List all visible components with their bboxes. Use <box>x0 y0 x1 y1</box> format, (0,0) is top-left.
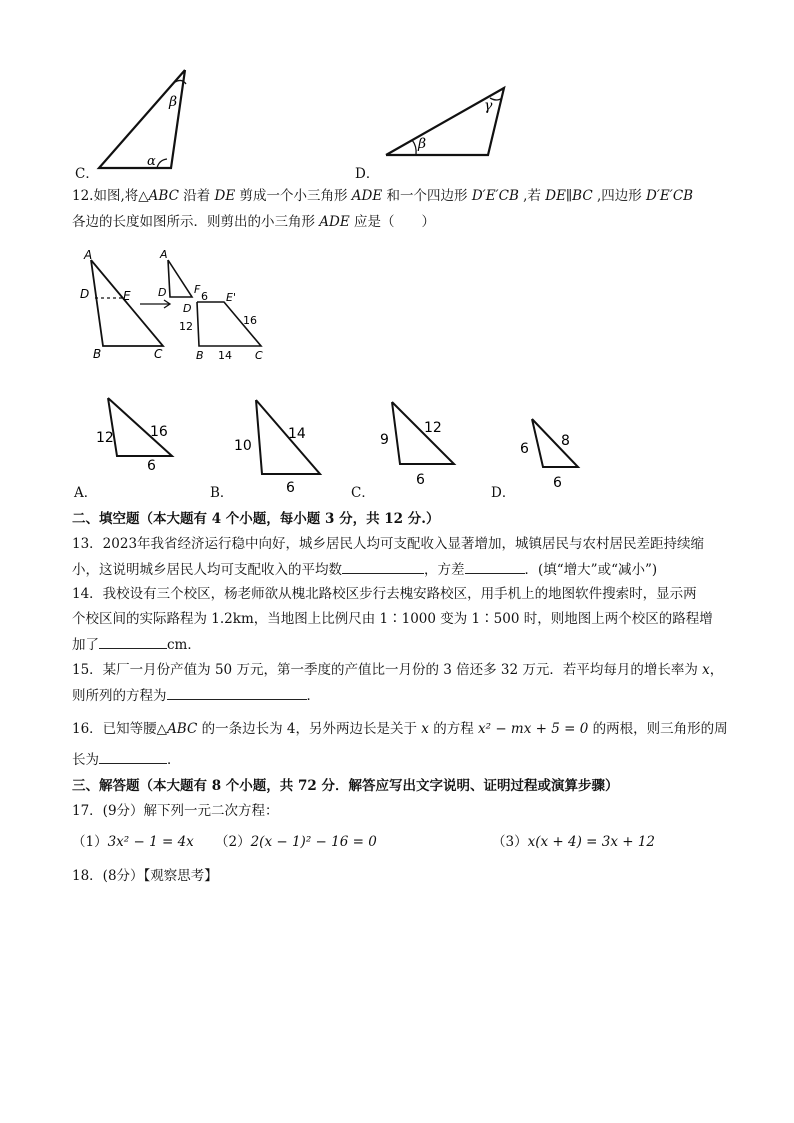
q12-main-figure <box>78 246 278 366</box>
q13-blank-mean[interactable] <box>342 559 424 574</box>
q18-stem: 18．(8分）【观察思考】 <box>72 868 218 884</box>
q12-option-c-figure <box>376 396 466 491</box>
q12-stem-line2: 各边的长度如图所示．则剪出的小三角形 ADE 应是（ ） <box>72 214 436 230</box>
q12-option-b-label[interactable]: B． <box>210 485 234 501</box>
label-beta: β <box>169 94 178 110</box>
q12-option-d-figure <box>516 415 596 495</box>
q13-line2: 小，这说明城乡居民人均可支配收入的平均数 ，方差 ．(填“增大”或“减小”) <box>72 559 657 580</box>
section-3-title: 三、解答题（本大题有 8 个小题，共 72 分．解答应写出文字说明、证明过程或演算步骤） <box>72 778 619 794</box>
q13-blank-variance[interactable] <box>465 559 525 574</box>
svg-text:6: 6 <box>286 480 295 496</box>
q16-line2: 长为 ． <box>72 749 181 770</box>
q17-part1: （1）3x² − 1 = 4x <box>72 834 194 850</box>
q11-option-d-label: D． <box>355 166 380 182</box>
q12-option-a-figure <box>92 392 187 472</box>
svg-text:D: D <box>158 286 167 299</box>
q16-blank[interactable] <box>99 749 167 764</box>
svg-text:9: 9 <box>380 432 389 448</box>
svg-text:B: B <box>196 349 204 362</box>
svg-text:E': E' <box>226 291 236 304</box>
q13-line1: 13．2023年我省经济运行稳中向好，城乡居民人均可支配收入显著增加，城镇居民与农村居民差距持续缩 <box>72 536 705 552</box>
svg-text:10: 10 <box>234 438 252 454</box>
q15-line2: 则所列的方程为 ． <box>72 685 320 706</box>
q11-figure-c <box>95 62 235 177</box>
svg-text:B: B <box>93 347 102 361</box>
svg-text:16: 16 <box>243 314 257 327</box>
triangle-c <box>99 70 185 168</box>
svg-text:D: D <box>80 287 90 301</box>
small-triangle <box>168 260 192 297</box>
q12-option-d-label[interactable]: D． <box>491 485 516 501</box>
section-2-title: 二、填空题（本大题有 4 个小题，每小题 3 分，共 12 分.） <box>72 511 440 527</box>
q16-line1: 16．已知等腰△ABC 的一条边长为 4，另外两边长是关于 x 的方程 x² − mx + 5 = 0 的两根，则三角形的周 <box>72 721 728 737</box>
q14-line2: 个校区间的实际路程为 1.2km，当地图上比例尺由 1∶1000 变为 1∶500 时，则地图上两个校区的路程增 <box>72 611 713 627</box>
q14-line3: 加了 cm． <box>72 634 201 655</box>
q17-part3: （3）x(x + 4) = 3x + 12 <box>492 834 656 850</box>
q11-option-c-label: C． <box>75 166 99 182</box>
svg-text:C: C <box>255 349 263 362</box>
svg-text:6: 6 <box>416 472 425 488</box>
svg-text:6: 6 <box>201 290 208 303</box>
q12-stem-line1: 12.如图,将△ABC 沿着 DE 剪成一个小三角形 ADE 和一个四边形 D′E′CB ,若 DE∥BC ,四边形 D′E′CB <box>72 188 694 204</box>
label-gamma: γ <box>484 98 493 114</box>
q12-option-c-label[interactable]: C． <box>351 485 375 501</box>
q15-line1: 15．某厂一月份产值为 50 万元，第一季度的产值比一月份的 3 倍还多 32 万元．若平均每月的增长率为 x， <box>72 662 724 678</box>
svg-text:16: 16 <box>150 424 168 440</box>
svg-text:6: 6 <box>553 475 562 491</box>
svg-text:D: D <box>183 302 192 315</box>
svg-text:12: 12 <box>424 420 442 436</box>
svg-text:6: 6 <box>520 441 529 457</box>
svg-text:14: 14 <box>218 349 232 362</box>
label-alpha: α <box>147 154 156 169</box>
angle-alpha-arc <box>157 159 167 168</box>
q17-stem: 17．(9分）解下列一元二次方程： <box>72 803 279 819</box>
svg-text:A: A <box>160 248 168 261</box>
angle-beta-d-arc <box>412 140 416 155</box>
q15-blank[interactable] <box>167 685 307 700</box>
svg-text:A: A <box>84 248 93 262</box>
svg-text:8: 8 <box>561 433 570 449</box>
svg-text:12: 12 <box>179 320 193 333</box>
q12-option-b-figure <box>230 392 330 496</box>
label-beta-d: β <box>418 136 427 152</box>
svg-text:6: 6 <box>147 458 156 474</box>
q14-line1: 14．我校设有三个校区，杨老师欲从槐北路校区步行去槐安路校区，用手机上的地图软件搜索时，显示两 <box>72 586 697 602</box>
svg-text:E: E <box>123 289 131 303</box>
q11-figure-d <box>380 80 515 160</box>
svg-text:14: 14 <box>288 426 306 442</box>
q14-blank[interactable] <box>99 634 167 649</box>
q17-part2: （2）2(x − 1)² − 16 = 0 <box>215 834 377 850</box>
svg-text:C: C <box>154 347 163 361</box>
svg-text:F: F <box>194 283 201 296</box>
triangle-abc <box>91 260 163 346</box>
q12-option-a-label[interactable]: A． <box>74 485 98 501</box>
svg-text:12: 12 <box>96 430 114 446</box>
